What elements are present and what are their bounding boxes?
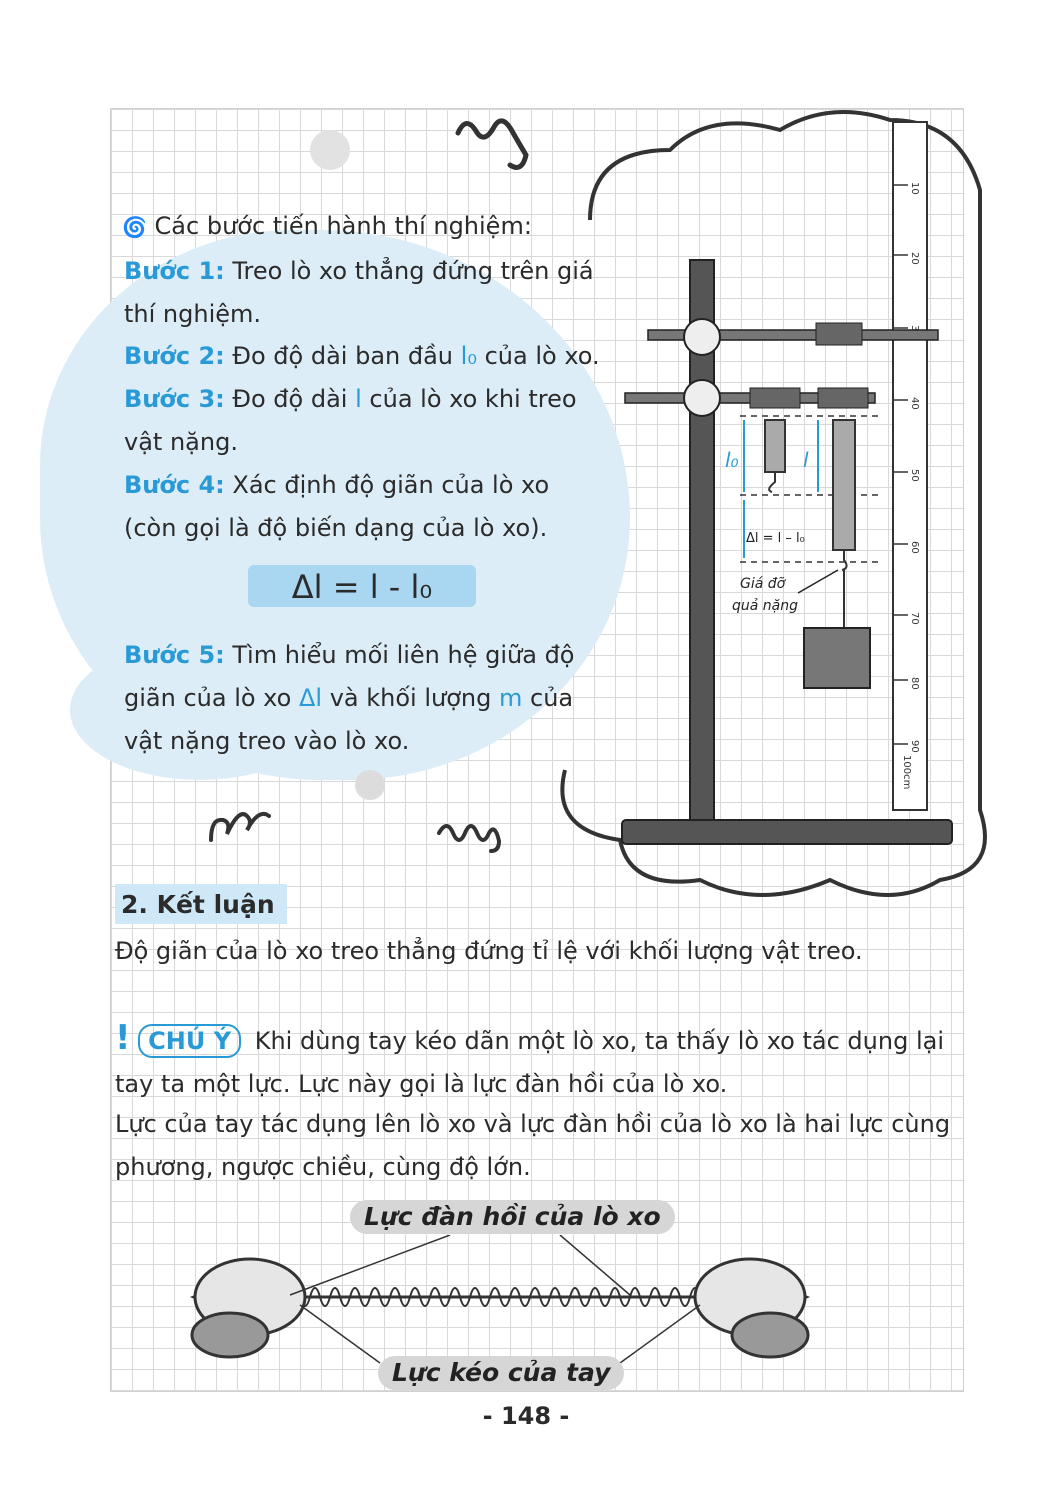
clamp-holder: [818, 388, 868, 408]
label-l: l: [803, 448, 809, 472]
step-label: Bước 5:: [124, 641, 225, 669]
grey-dot: [355, 770, 385, 800]
ruler-label: 60: [909, 541, 920, 554]
coil-decoration-icon: [205, 800, 275, 850]
ruler-label-end: 100cm: [901, 755, 912, 790]
ruler: [893, 122, 927, 810]
label-l0: l₀: [725, 448, 739, 472]
weight-block: [804, 628, 870, 688]
stand-base: [622, 820, 952, 844]
symbol-l0: l₀: [460, 342, 477, 370]
step-text: Tìm hiểu mối liên hệ giữa độ giãn của lò xo: [124, 641, 575, 712]
step-text: Treo lò xo thẳng đứng trên giá thí nghiệm.: [124, 257, 594, 328]
label-elastic-force: Lực đàn hồi của lò xo: [350, 1200, 675, 1234]
step-label: Bước 4:: [124, 471, 225, 499]
step-text: của lò xo khi treo vật nặng.: [124, 385, 577, 456]
step-label: Bước 1:: [124, 257, 225, 285]
note-badge: CHÚ Ý: [138, 1024, 241, 1058]
conclusion-title: 2. Kết luận: [115, 884, 287, 924]
label-hand-force: Lực kéo của tay: [378, 1356, 624, 1390]
step-4: [124, 464, 604, 550]
page-number: - 148 -: [482, 1402, 570, 1430]
step-2: [124, 335, 604, 378]
ruler-label: 70: [909, 612, 920, 625]
clamp-holder: [816, 323, 862, 345]
step-text: Đo độ dài ban đầu: [232, 342, 454, 370]
ruler-label: 20: [909, 252, 920, 265]
intro-text: Các bước tiến hành thí nghiệm:: [154, 212, 532, 240]
spring-short: [765, 420, 785, 492]
step-label: Bước 3:: [124, 385, 225, 413]
exclamation-icon: !: [115, 1018, 131, 1058]
symbol-m: m: [498, 684, 523, 712]
grey-dot: [310, 130, 350, 170]
ruler-label: 40: [909, 397, 920, 410]
step-text: của vật nặng treo vào lò xo.: [124, 684, 574, 755]
clamp-holder: [750, 388, 800, 408]
clamp-knob: [684, 319, 720, 355]
ruler-label: 10: [909, 182, 920, 195]
symbol-delta-l: Δl: [298, 684, 323, 712]
step-text: Đo độ dài: [232, 385, 348, 413]
label-delta-l: Δl = l – l₀: [746, 531, 805, 546]
note-text-2: Lực của tay tác dụng lên lò xo và lực đàn hồi của lò xo là hai lực cùng phương, ngược chiều, cùng độ lớn.: [115, 1110, 951, 1181]
left-hand-icon: [192, 1259, 305, 1357]
hand-spring-figure: [180, 1235, 820, 1365]
right-hand-icon: [695, 1259, 808, 1357]
step-text: Xác định độ giãn của lò xo (còn gọi là độ biến dạng của lò xo).: [124, 471, 550, 542]
spring-icon: 🌀: [122, 215, 147, 239]
intro-line: [122, 205, 532, 249]
step-1: [124, 250, 604, 336]
step-text: của lò xo.: [484, 342, 600, 370]
coil-decoration-icon: [450, 108, 540, 188]
note-text-1: Khi dùng tay kéo dãn một lò xo, ta thấy lò xo tác dụng lại tay ta một lực. Lực này gọi là lực đàn hồi của lò xo.: [115, 1027, 944, 1098]
formula-box: Δl = l - l₀: [248, 565, 476, 607]
coil-decoration-icon: [435, 815, 505, 860]
note-paragraph-1: [115, 1017, 960, 1106]
conclusion-text: Độ giãn của lò xo treo thẳng đứng tỉ lệ với khối lượng vật treo.: [115, 937, 863, 965]
label-holder-2: quả nặng: [732, 598, 799, 614]
symbol-l: l: [355, 385, 362, 413]
step-text: và khối lượng: [329, 684, 492, 712]
experiment-diagram: [560, 110, 1030, 900]
ruler-label: 80: [909, 677, 920, 690]
label-holder-1: Giá đỡ: [740, 576, 786, 592]
step-5: [124, 634, 604, 763]
clamp-knob: [684, 380, 720, 416]
ruler-label: 50: [909, 469, 920, 482]
spring-long: [833, 420, 855, 630]
ruler-label: 90: [909, 740, 920, 753]
step-label: Bước 2:: [124, 342, 225, 370]
step-3: [124, 378, 604, 464]
